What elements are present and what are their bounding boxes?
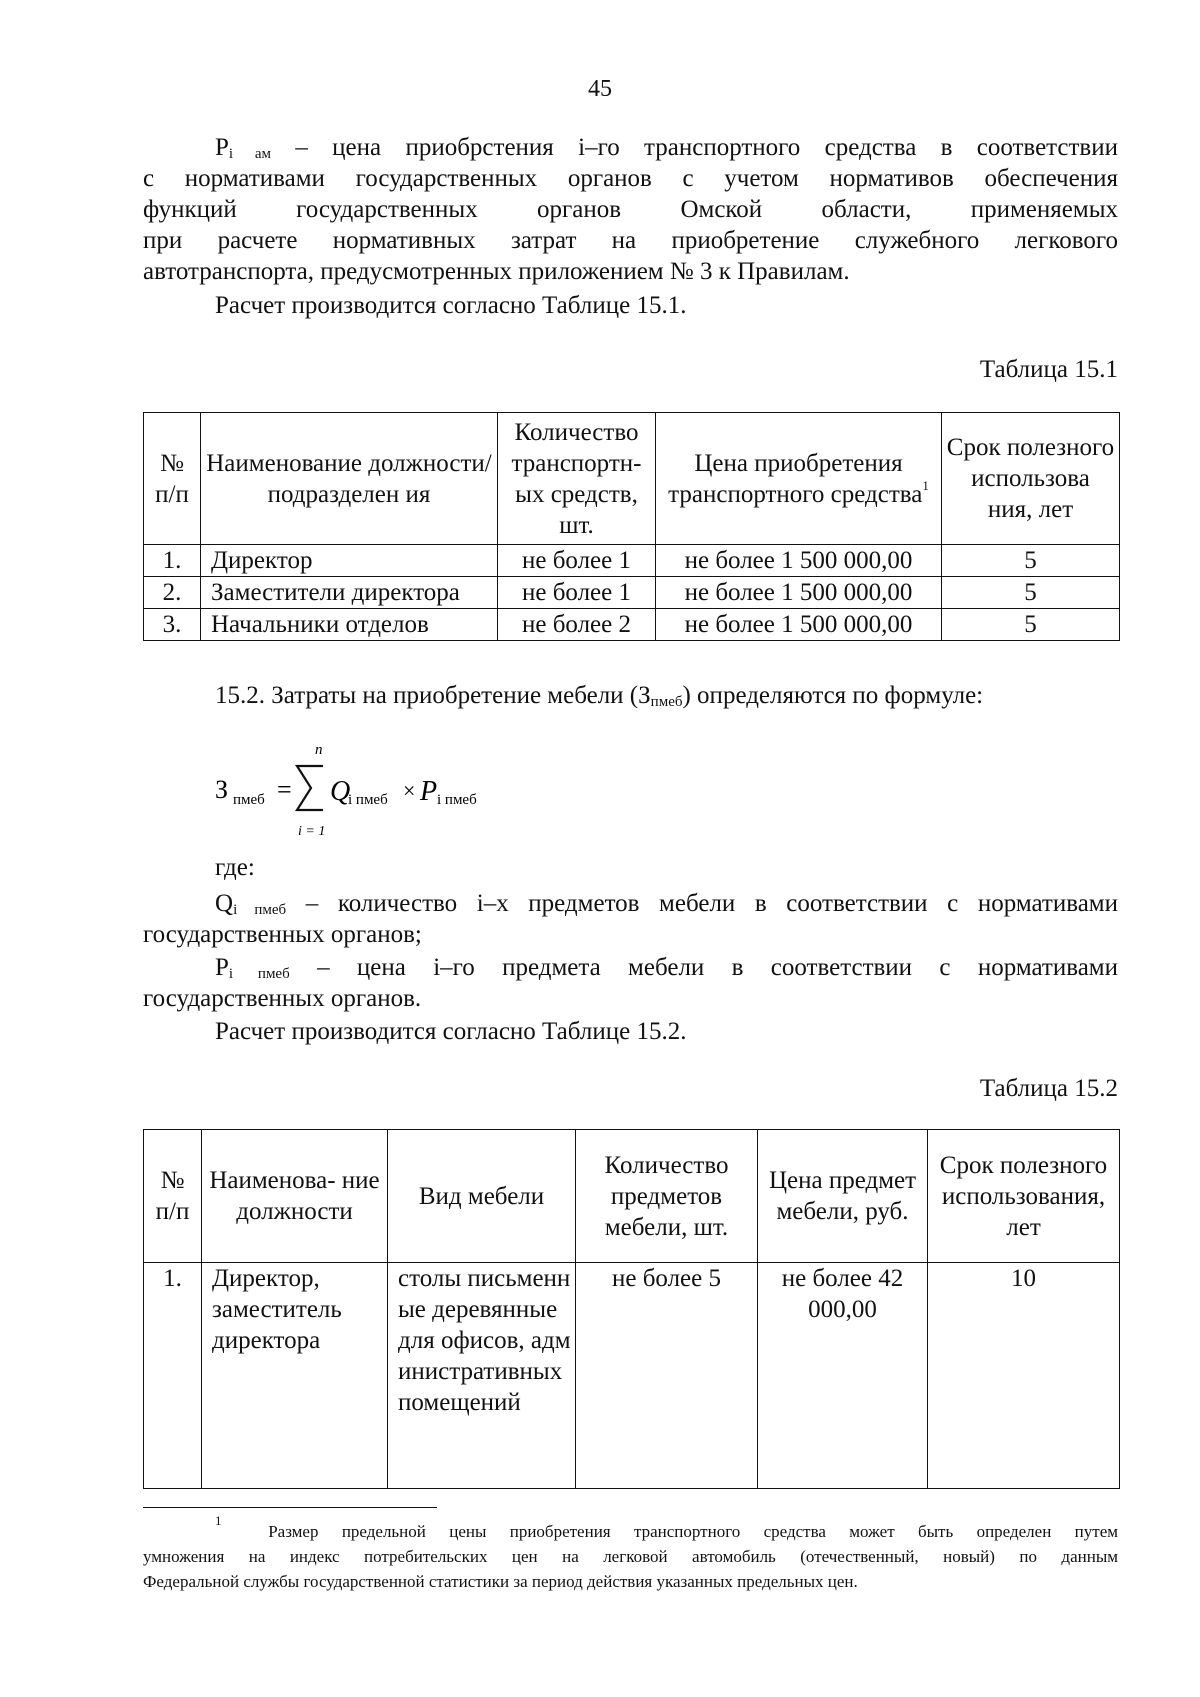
row-price: не более 1 500 000,00 xyxy=(656,609,942,641)
formula-lhs-sub: пмеб xyxy=(233,792,265,808)
para2: Расчет производится согласно Таблице 15.1. xyxy=(215,292,687,319)
table1-header-term: Срок полезного использова ния, лет xyxy=(942,413,1120,545)
table2-header-price: Цена предмет мебели, руб. xyxy=(758,1130,928,1263)
formula-q: Q xyxy=(330,776,351,807)
para3: Расчет производится согласно Таблице 15.2. xyxy=(215,1018,687,1045)
table2-header-row xyxy=(144,1130,1120,1263)
page-number: 45 xyxy=(588,76,612,102)
row-position: Директор, заместитель директора xyxy=(202,1263,388,1489)
furniture-cost-formula xyxy=(215,740,615,840)
row-price: не более 1 500 000,00 xyxy=(656,545,942,577)
row-price: не более 1 500 000,00 xyxy=(656,577,942,609)
table2-header-qty: Количество предметов мебели, шт. xyxy=(576,1130,758,1263)
row-furniture: столы письменные деревянные для офисов, административных помещений xyxy=(388,1263,576,1489)
formula-equals: = xyxy=(277,775,292,804)
table1-header-name: Наименование должности/подразделен ия xyxy=(201,413,498,545)
para1-line-4: при расчете нормативных затрат на приобретение служебного легкового xyxy=(143,227,1118,254)
row-price: не более 42 000,00 xyxy=(758,1263,928,1489)
table1-header-price: Цена приобретения транспортного средства$^1$ xyxy=(656,413,942,545)
row-name: Заместители директора xyxy=(201,577,498,609)
row-qty: не более 1 xyxy=(498,577,656,609)
footnote-divider xyxy=(143,1507,437,1508)
formula-lhs: З xyxy=(215,775,229,804)
row-num: 3. xyxy=(144,609,201,641)
def-p-line-2: государственных органов. xyxy=(143,985,422,1012)
def-q-line-2: государственных органов; xyxy=(143,921,422,948)
table2-caption: Таблица 15.2 xyxy=(979,1075,1118,1102)
table1-header-num: № п/п xyxy=(144,413,201,545)
row-num: 1. xyxy=(144,1263,202,1489)
def-q-line-1: $Q_{i пмеб}$ – количество i–х предметов мебели в соответствии с нормативами xyxy=(215,890,1118,918)
section-15-2-heading: 15.2. Затраты на приобретение мебели $(З_{пмеб})$ определяются по формуле: xyxy=(215,682,984,710)
para1-line-1: $P_{i ам}$ – цена приобрстения i–го транспортного средства в соответствии xyxy=(215,134,1118,162)
formula-p-sub: i пмеб xyxy=(437,792,477,808)
where-label: где: xyxy=(215,854,255,881)
table-15-2 xyxy=(143,1129,1120,1489)
para1-line-5: автотранспорта, предусмотренных приложением № 3 к Правилам. xyxy=(143,258,850,285)
row-term: 10 xyxy=(928,1263,1120,1489)
table1-header-qty: Количество транспортн- ых средств, шт. xyxy=(498,413,656,545)
footnote-line-1: $^1$ Размер предельной цены приобретения транспортного средства может быть определен путем xyxy=(215,1513,1118,1541)
formula-sum-top: n xyxy=(315,742,323,758)
formula-times: × xyxy=(403,778,416,803)
table-row xyxy=(144,609,1120,641)
row-name: Начальники отделов xyxy=(201,609,498,641)
para1-line-3: функций государственных органов Омской области, применяемых xyxy=(143,196,1118,223)
row-qty: не более 5 xyxy=(576,1263,758,1489)
row-term: 5 xyxy=(942,609,1120,641)
row-term: 5 xyxy=(942,545,1120,577)
row-qty: не более 2 xyxy=(498,609,656,641)
footnote-mark: 1 xyxy=(215,1513,222,1528)
formula-p: P xyxy=(420,776,438,807)
sigma-icon xyxy=(297,766,323,810)
table1-header-row xyxy=(144,413,1120,545)
table2-header-num: № п/п xyxy=(144,1130,202,1263)
footnote xyxy=(143,1513,1118,1594)
footnote-line-2: умножения на индекс потребительских цен на легковой автомобиль (отечественный, новый) по данным xyxy=(143,1547,1118,1566)
table-row xyxy=(144,545,1120,577)
table-15-1 xyxy=(143,412,1120,641)
table2-header-position: Наименова- ние должности xyxy=(202,1130,388,1263)
table2-header-furniture: Вид мебели xyxy=(388,1130,576,1263)
formula-q-sub: i пмеб xyxy=(348,792,388,808)
row-num: 2. xyxy=(144,577,201,609)
row-name: Директор xyxy=(201,545,498,577)
footnote-line-3: Федеральной службы государственной статистики за период действия указанных предельных цен. xyxy=(143,1572,858,1591)
para1-line-2: с нормативами государственных органов с учетом нормативов обеспечения xyxy=(143,165,1118,192)
row-num: 1. xyxy=(144,545,201,577)
row-term: 5 xyxy=(942,577,1120,609)
row-qty: не более 1 xyxy=(498,545,656,577)
def-p-line-1: $P_{i пмеб}$ – цена i–го предмета мебели в соответствии с нормативами xyxy=(215,954,1118,982)
formula-sum-bottom: i = 1 xyxy=(298,824,326,839)
table-row xyxy=(144,577,1120,609)
table1-caption: Таблица 15.1 xyxy=(979,356,1118,383)
table-row xyxy=(144,1263,1120,1489)
footnote-mark: 1 xyxy=(922,477,929,493)
table2-header-term: Срок полезного использования, лет xyxy=(928,1130,1120,1263)
